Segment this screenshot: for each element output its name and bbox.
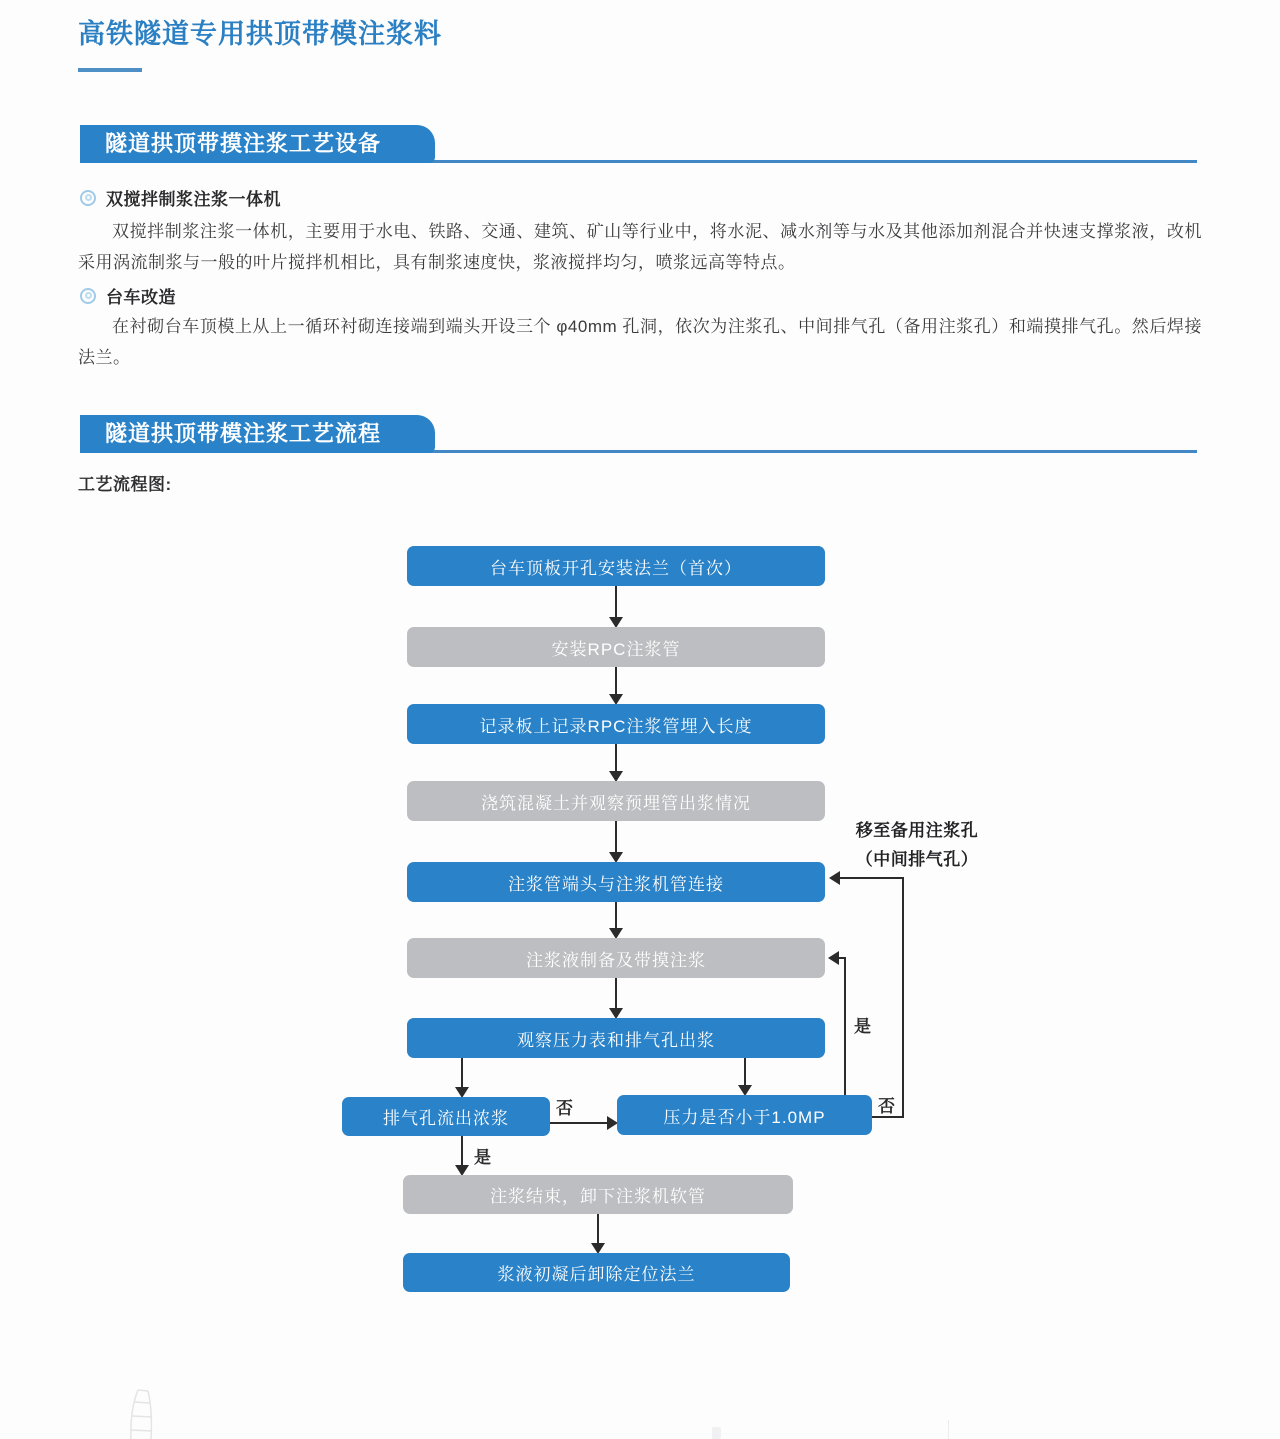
flow-step-drill-flange: 台车顶板开孔安装法兰（首次） bbox=[407, 546, 825, 586]
flow-step-observe-pressure: 观察压力表和排气孔出浆 bbox=[407, 1018, 825, 1058]
edge-label-yes: 是 bbox=[474, 1148, 491, 1167]
paragraph-mixer: 双搅拌制浆注浆一体机，主要用于水电、铁路、交通、建筑、矿山等行业中，将水泥、减水剂等与水及其他添加剂混合并快速支撑浆液，改机采用涡流制浆与一般的叶片搅拌机相比，具有制浆速度快，浆液搅拌均匀，喷浆远高等特点。 bbox=[78, 222, 1202, 272]
edge-label-yes: 是 bbox=[854, 1017, 871, 1036]
loop-annotation-line2: （中间排气孔） bbox=[855, 850, 979, 869]
footer-smudge bbox=[712, 1427, 721, 1439]
flowchart-caption: 工艺流程图: bbox=[78, 475, 172, 494]
flow-decision-pressure: 压力是否小于1.0MP bbox=[617, 1095, 872, 1135]
section-header-process: 隧道拱顶带模注浆工艺流程 bbox=[80, 415, 435, 453]
loop-annotation-line1: 移至备用注浆孔 bbox=[855, 821, 979, 840]
flow-step-prepare-grout: 注浆液制备及带摸注浆 bbox=[407, 938, 825, 978]
edge-label-no: 否 bbox=[878, 1097, 895, 1116]
flow-step-record-length: 记录板上记录RPC注浆管埋入长度 bbox=[407, 704, 825, 744]
paragraph-trolley: 在衬砌台车顶模上从上一循环衬砌连接端到端头开设三个 φ40mm 孔洞，依次为注浆孔、中间排气孔（备用注浆孔）和端摸排气孔。然后焊接法兰。 bbox=[78, 317, 1202, 367]
flow-step-finish-grouting: 注浆结束，卸下注浆机软管 bbox=[403, 1175, 793, 1214]
flow-step-connect-machine: 注浆管端头与注浆机管连接 bbox=[407, 862, 825, 902]
footer-line bbox=[948, 1420, 949, 1439]
tower-watermark bbox=[112, 1388, 176, 1439]
loop-annotation bbox=[836, 816, 998, 874]
flow-step-remove-flange: 浆液初凝后卸除定位法兰 bbox=[403, 1253, 790, 1292]
section-header-equipment: 隧道拱顶带摸注浆工艺设备 bbox=[80, 125, 435, 163]
bullet-heading: 双搅拌制浆注浆一体机 bbox=[106, 190, 281, 209]
page-title: 高铁隧道专用拱顶带模注浆料 bbox=[78, 19, 442, 49]
flow-step-pour-concrete: 浇筑混凝土并观察预埋管出浆情况 bbox=[407, 781, 825, 821]
flow-decision-vent-slurry: 排气孔流出浓浆 bbox=[342, 1097, 550, 1136]
bullet-heading: 台车改造 bbox=[106, 288, 176, 307]
flow-step-install-rpc-pipe: 安装RPC注浆管 bbox=[407, 627, 825, 667]
edge-label-no: 否 bbox=[556, 1099, 573, 1118]
